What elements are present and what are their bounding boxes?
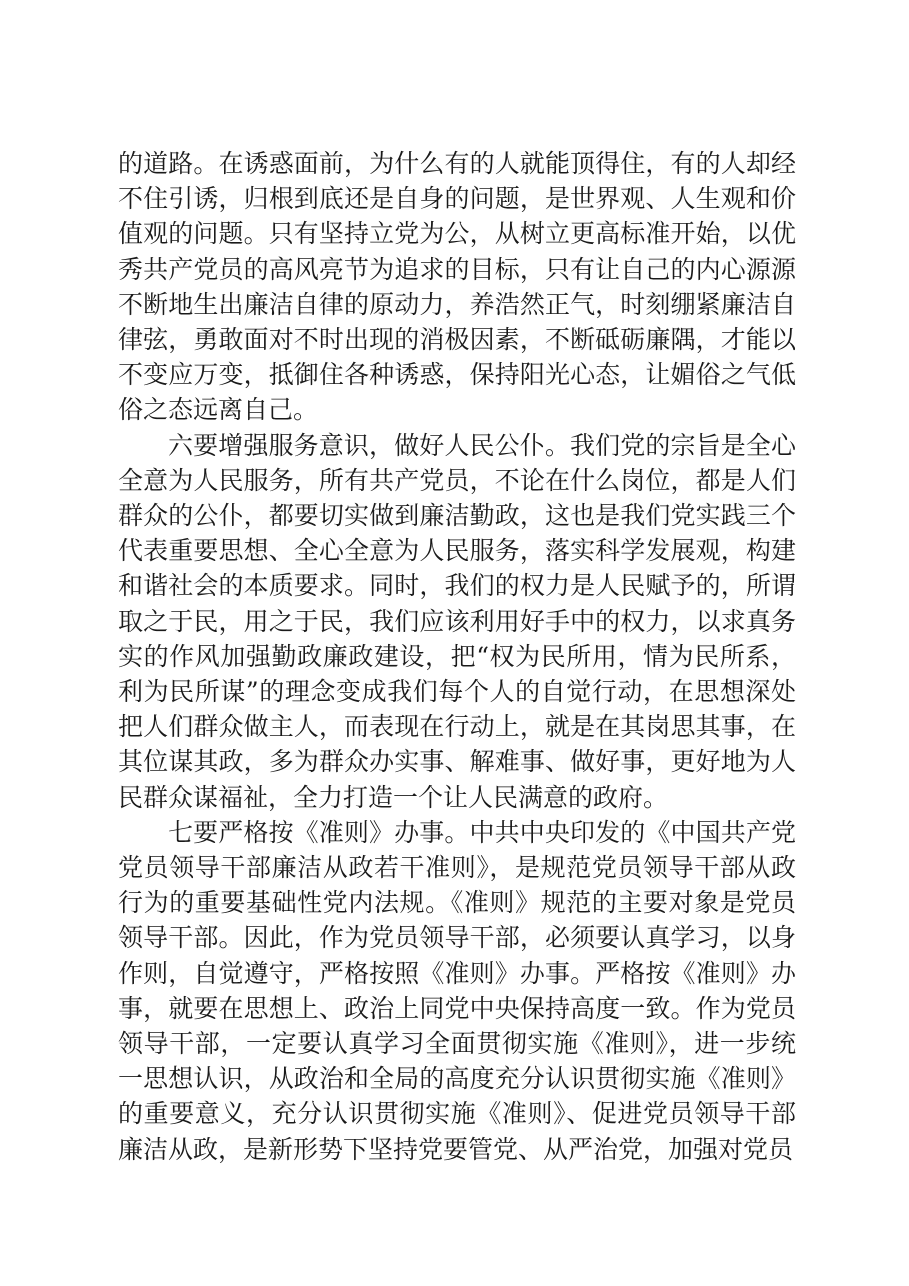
paragraph-service-awareness: 六要增强服务意识，做好人民公仆。我们党的宗旨是全心全意为人民服务，所有共产党员，不论在什么岗位，都是人们群众的公仆，都要切实做到廉洁勤政，这也是我们党实践三个代表重要思想、全心全意为人民服务，落实科学发展观，构建和谐社会的本质要求。同时，我们的权力是人民赋予的，所谓取之于民，用之于民，我们应该利用好手中的权力，以求真务实的作风加强勤政廉政建设，把“权为民所用，情为民所系，利为民所谋”的理念变成我们每个人的自觉行动，在思想深处把人们群众做主人，而表现在行动上，就是在其岗思其事，在其位谋其政，多为群众办实事、解难事、做好事，更好地为人民群众谋福祉，全力打造一个让人民满意的政府。 bbox=[118, 430, 796, 812]
paragraph-follow-guidelines: 七要严格按《准则》办事。中共中央印发的《中国共产党党员领导干部廉洁从政若干准则》，是规范党员领导干部从政行为的重要基础性党内法规。《准则》规范的主要对象是党员领导干部。因此，作为党员领导干部，必须要认真学习，以身作则，自觉遵守，严格按照《准则》办事。严格按《准则》办事，就要在思想上、政治上同党中央保持高度一致。作为党员领导干部，一定要认真学习全面贯彻实施《准则》，进一步统一思想认识，从政治和全局的高度充分认识贯彻实施《准则》的重要意义，充分认识贯彻实施《准则》、促进党员领导干部廉洁从政，是新形势下坚持党要管党、从严治党，加强对党员 bbox=[118, 817, 796, 1164]
paragraph-continuation: 的道路。在诱惑面前，为什么有的人就能顶得住，有的人却经不住引诱，归根到底还是自身的问题，是世界观、人生观和价值观的问题。只有坚持立党为公，从树立更高标准开始，以优秀共产党员的高风亮节为追求的目标，只有让自己的内心源源不断地生出廉洁自律的原动力，养浩然正气，时刻绷紧廉洁自律弦，勇敢面对不时出现的消极因素，不断砥砺廉隅，才能以不变应万变，抵御住各种诱惑，保持阳光心态，让媚俗之气低俗之态远离自己。 bbox=[118, 149, 796, 425]
document-body bbox=[118, 146, 796, 1167]
